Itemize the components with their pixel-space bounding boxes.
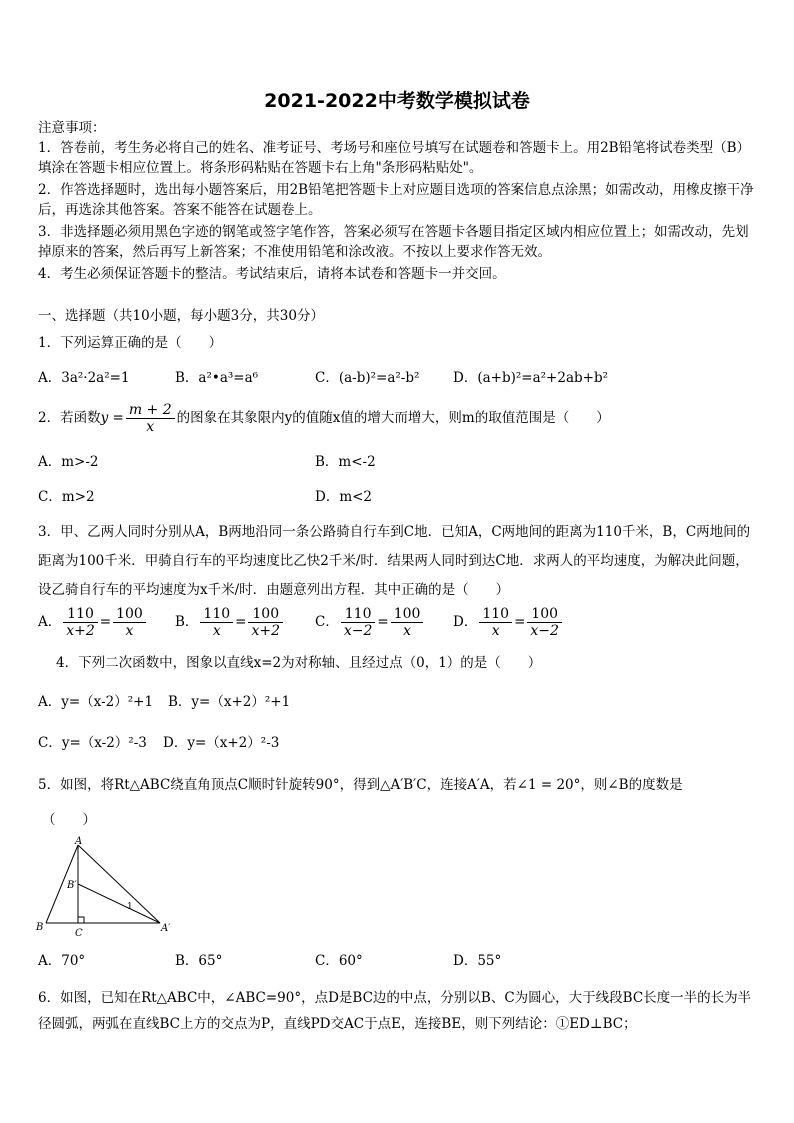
q3-b-rd: x+2 <box>251 623 281 639</box>
q3-a-ln: 110 <box>63 606 98 623</box>
section-heading: 一、选择题（共10小题，每小题3分，共30分） <box>38 308 324 324</box>
right-angle-mark <box>78 917 84 923</box>
q2-y: y = <box>100 410 124 426</box>
q3-a-left-fraction <box>63 606 98 639</box>
q3-a-rd: x <box>125 623 134 639</box>
edge-b-prime-a-prime <box>78 884 160 923</box>
q3-b-left-fraction <box>200 606 233 639</box>
q3-a-right-fraction <box>113 606 146 639</box>
q2-option-a: A．m>-2 <box>38 454 99 470</box>
page-title: 2021-2022中考数学模拟试卷 <box>264 90 530 112</box>
q5-option-c: C．60° <box>315 953 363 969</box>
q4-stem: 4．下列二次函数中，图象以直线x=2为对称轴、且经过点（0，1）的是（ ） <box>56 655 542 671</box>
q3-b-ld: x <box>212 623 221 639</box>
notice-item-4: 4．考生必须保证答题卡的整洁。考试结束后，请将本试卷和答题卡一并交回。 <box>38 266 506 282</box>
q4-option-a: A．y=（x-2）²+1 <box>38 694 154 710</box>
q3-d-rn: 100 <box>527 606 562 623</box>
q4-option-b: B．y=（x+2）²+1 <box>168 694 291 710</box>
label-b-prime: B′ <box>67 880 77 891</box>
q3-c-rd: x <box>403 623 412 639</box>
q3-c-ld: x−2 <box>343 623 373 639</box>
q1-stem: 1．下列运算正确的是（ ） <box>38 335 223 351</box>
q3-d-left-fraction <box>479 606 512 639</box>
q3-option-b-label: B． <box>175 614 199 630</box>
q3-option-d-label: D． <box>453 614 478 630</box>
q1-option-d: D．(a+b)²=a²+2ab+b² <box>453 370 608 386</box>
q4-option-d: D．y=（x+2）²-3 <box>163 735 280 751</box>
q1-option-b: B．a²•a³=a⁶ <box>175 370 259 386</box>
q3-option-a: A． $\frac{110}{x+2}$ = $\frac{100}{x}$ <box>38 606 148 639</box>
q3-b-right-fraction <box>248 606 283 639</box>
q3-option-a-label: A． <box>38 614 62 630</box>
label-a-prime: A′ <box>161 923 171 934</box>
q2-suffix: 的图象在其象限内y的值随x值的增大而增大，则m的取值范围是（ ） <box>176 410 610 426</box>
q3-option-c: C． $\frac{110}{x-2}$ = $\frac{100}{x}$ <box>315 606 425 639</box>
q5-option-d: D．55° <box>453 953 502 969</box>
notice-heading: 注意事项： <box>38 120 106 136</box>
q3-option-b: B． $\frac{110}{x}$ = $\frac{100}{x+2}$ <box>175 606 285 639</box>
notice-item-2: 2．作答选择题时，选出每小题答案后，用2B铅笔把答题卡上对应题目选项的答案信息点涂黑；如需改动，用橡皮擦干净后，再选涂其他答案。答案不能答在试题卷上。 <box>38 182 754 218</box>
q2-option-d: D．m<2 <box>315 489 373 505</box>
label-b: B <box>36 922 44 933</box>
label-c: C <box>75 928 83 939</box>
q3-c-rn: 100 <box>391 606 424 623</box>
q3-a-ld: x+2 <box>66 623 95 639</box>
q3-d-right-fraction <box>527 606 562 639</box>
q3-option-c-label: C． <box>315 614 339 630</box>
notice-item-3: 3．非选择题必须用黑色字迹的钢笔或签字笔作答，答案必须写在答题卡各题目指定区域内相应位置上；如需改动，先划掉原来的答案，然后再写上新答案；不准使用铅笔和涂改液。不按以上要求作答无效。 <box>38 224 749 260</box>
q3-b-rn: 100 <box>248 606 283 623</box>
q5-figure <box>34 835 179 940</box>
q5-option-b: B．65° <box>175 953 223 969</box>
notice-item-1: 1．答卷前，考生务必将自己的姓名、准考证号、考场号和座位号填写在试题卷和答题卡上。用2B铅笔将试卷类型（B）填涂在答题卡相应位置上。将条形码粘贴在答题卡右上角"条形码粘贴处"。 <box>38 140 751 176</box>
q1-option-a: A．3a²·2a²=1 <box>38 370 130 386</box>
q2-fraction <box>126 402 175 435</box>
q2-numerator: m + 2 <box>126 402 175 419</box>
q3-d-rd: x−2 <box>530 623 559 639</box>
q2-option-b: B．m<-2 <box>315 454 376 470</box>
q3-b-ln: 110 <box>200 606 233 623</box>
q3-stem: 3．甲、乙两人同时分别从A，B两地沿同一条公路骑自行车到C地．已知A，C两地间的距离为110千米，B，C两地间的距离为100千米．甲骑自行车的平均速度比乙快2千米/时．结果两人同时到达C地．求两人的平均速度，为解决此问题，设乙骑自行车的平均速度为x千米/时．由题意列出方程．其中正确的是（ ） <box>38 524 751 598</box>
q3-c-right-fraction <box>391 606 424 639</box>
q2-denominator: x <box>146 419 155 435</box>
q3-d-ln: 110 <box>479 606 512 623</box>
q3-c-ln: 110 <box>341 606 376 623</box>
q5-stem: 5．如图，将Rt△ABC绕直角顶点C顺时针旋转90°，得到△A′B′C，连接A′A，若∠1 = 20°，则∠B的度数是 <box>38 777 683 793</box>
q2-option-c: C．m>2 <box>38 489 95 505</box>
q2-stem <box>38 398 610 438</box>
q2-prefix: 2．若函数 <box>38 410 101 426</box>
q3-c-left-fraction <box>341 606 376 639</box>
label-angle-1: 1 <box>127 902 133 912</box>
q3-d-ld: x <box>491 623 500 639</box>
q5-option-a: A．70° <box>38 953 86 969</box>
q5-paren: （ ） <box>42 812 96 828</box>
label-a: A <box>75 836 83 847</box>
q3-option-d: D． $\frac{110}{x}$ = $\frac{100}{x-2}$ <box>453 606 564 639</box>
q4-option-c: C．y=（x-2）²-3 <box>38 735 147 751</box>
q6-stem: 6．如图，已知在Rt△ABC中，∠ABC=90°，点D是BC边的中点，分别以B、C为圆心，大于线段BC长度一半的长为半径圆弧，两弧在直线BC上方的交点为P，直线PD交AC于点E，连接BE，则下列结论：①ED⊥BC； <box>38 990 752 1032</box>
q1-option-c: C．(a-b)²=a²-b² <box>315 370 420 386</box>
edge-a-a-prime <box>78 845 160 923</box>
q3-a-rn: 100 <box>113 606 146 623</box>
